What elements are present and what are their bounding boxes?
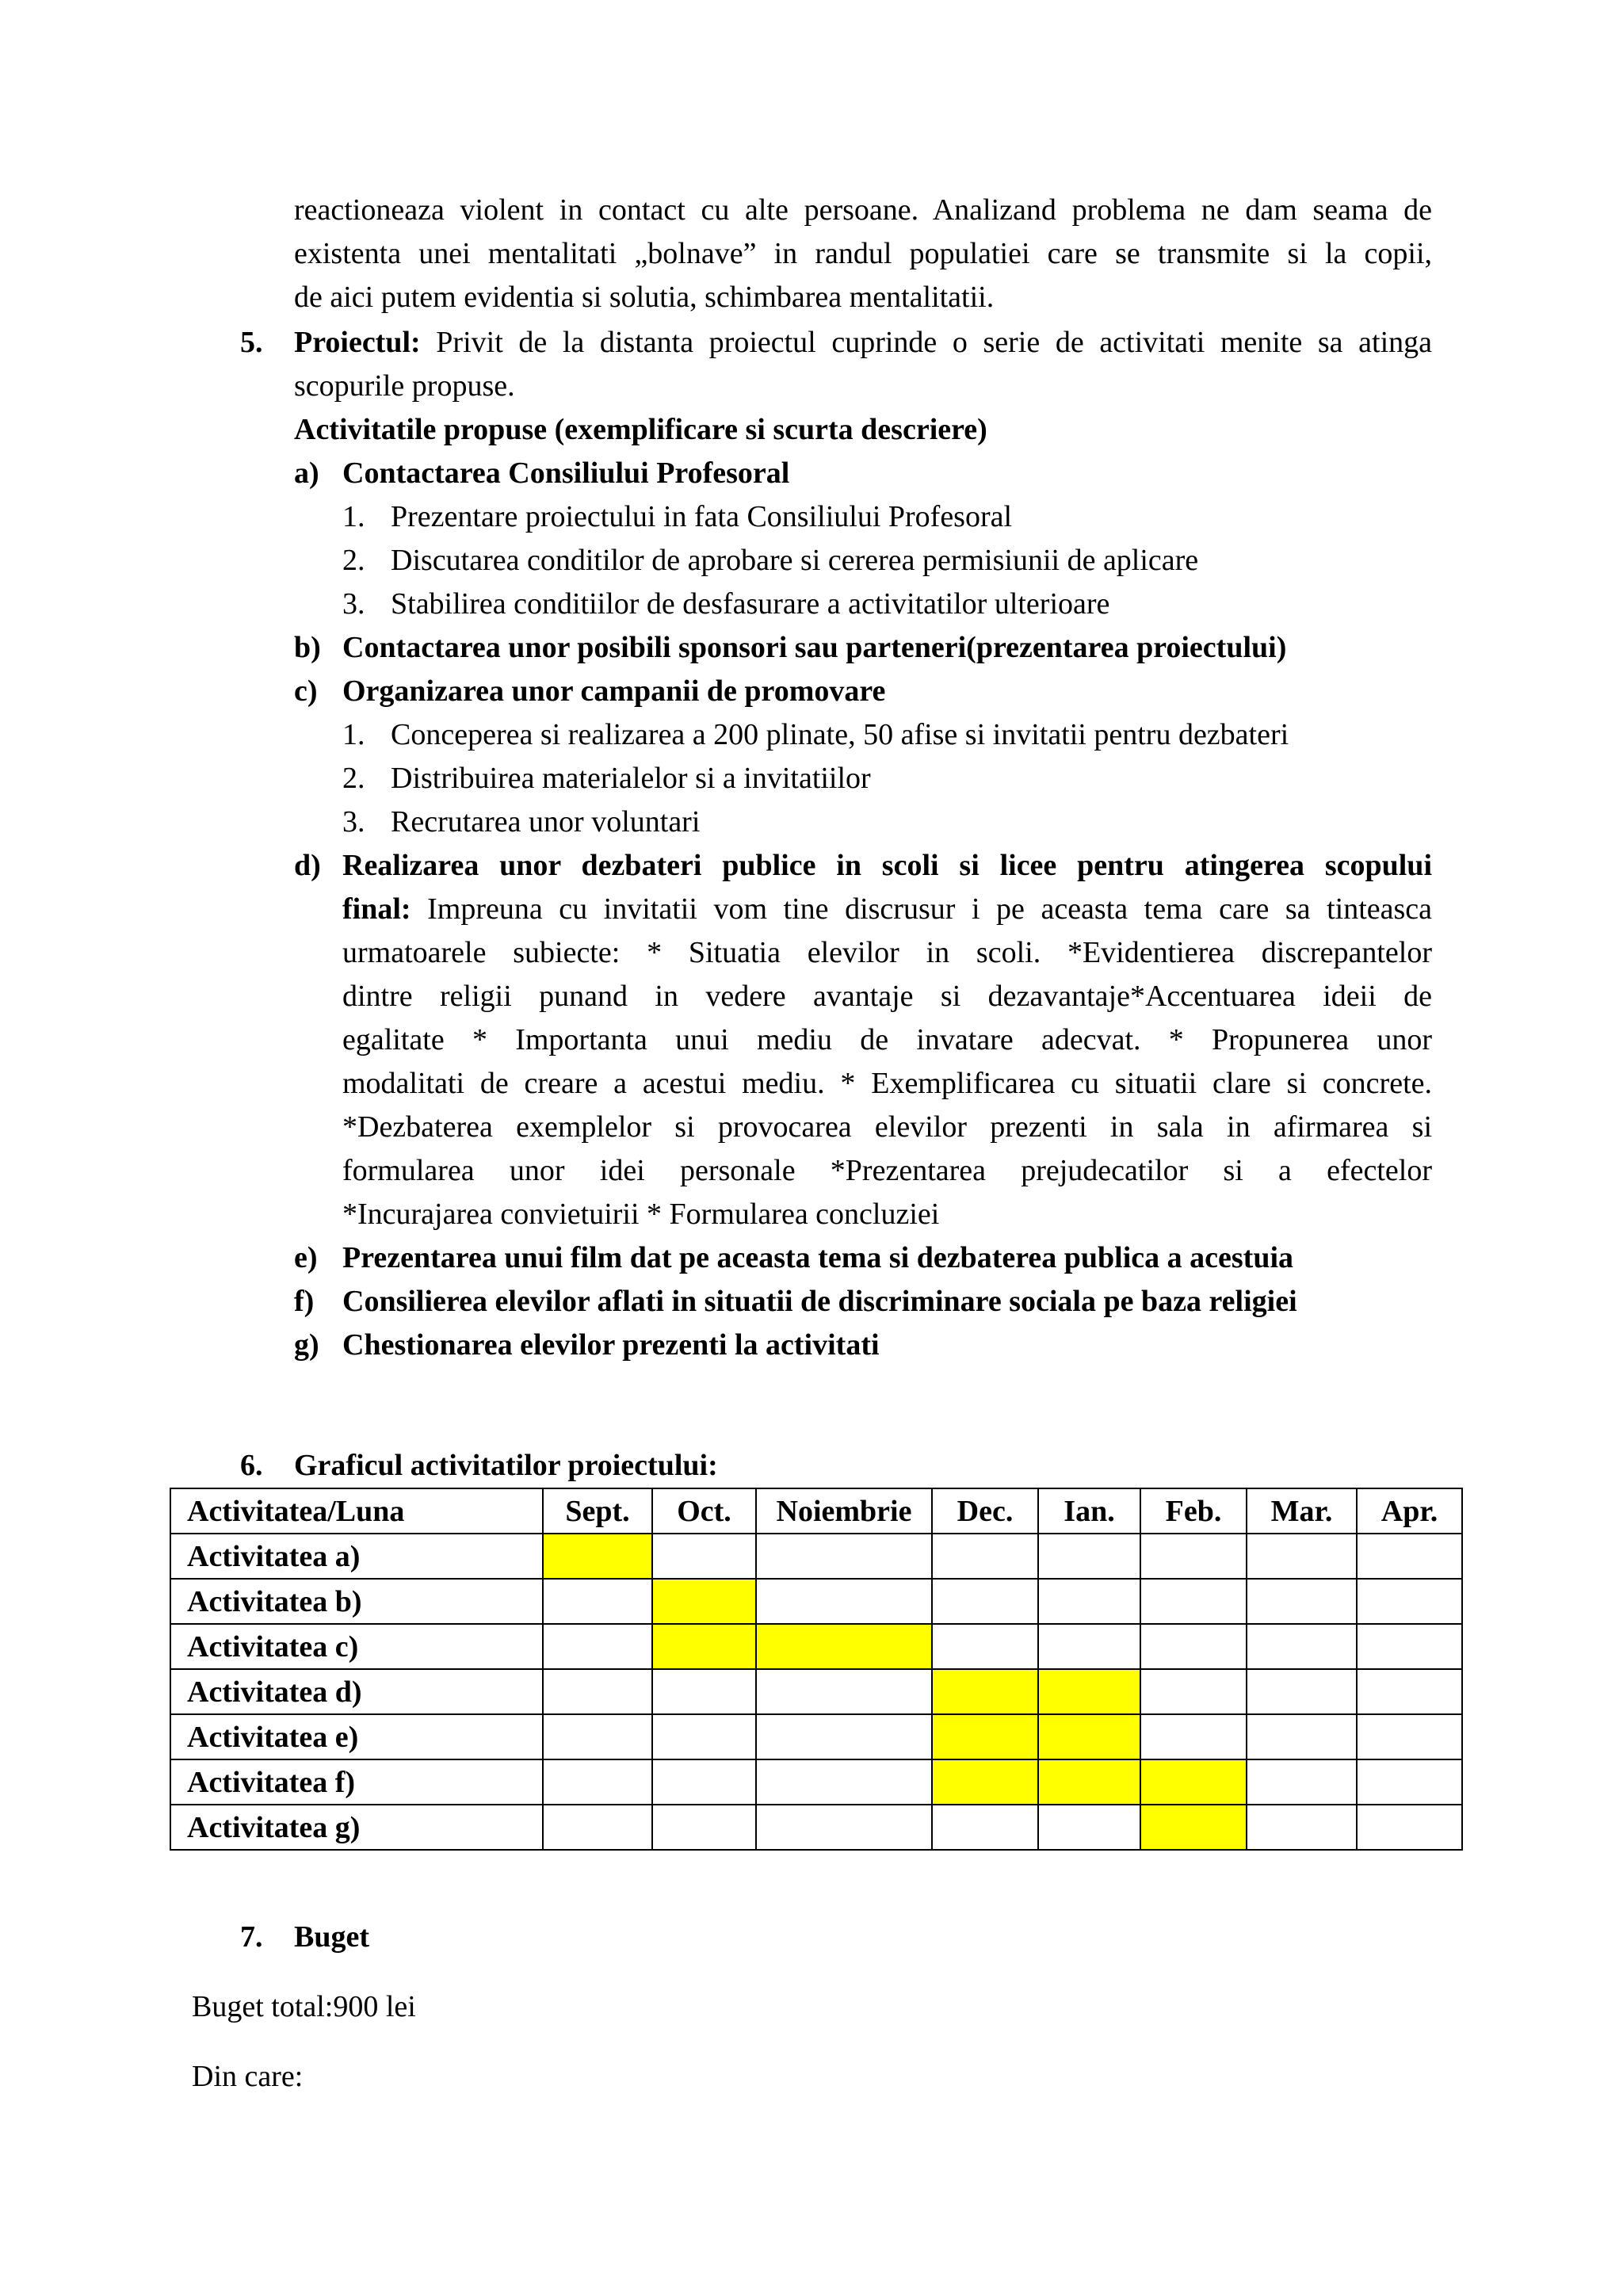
activity-f-title: Consilierea elevilor aflati in situatii de discriminare sociala pe baza religiei xyxy=(342,1285,1297,1318)
schedule-cell xyxy=(543,1624,652,1669)
schedule-cell xyxy=(932,1805,1038,1850)
schedule-cell xyxy=(1247,1805,1357,1850)
row-label: Activitatea a) xyxy=(170,1534,543,1579)
activity-a-letter: a) xyxy=(294,457,319,490)
activity-a-title: Contactarea Consiliului Profesoral xyxy=(342,457,790,490)
table-row xyxy=(170,1534,1462,1579)
intro-line-3: de aici putem evidentia si solutia, schimbarea mentalitatii. xyxy=(294,281,995,314)
schedule-cell xyxy=(652,1669,756,1714)
schedule-cell-active xyxy=(652,1579,756,1624)
schedule-cell xyxy=(1357,1534,1462,1579)
schedule-cell xyxy=(1247,1534,1357,1579)
schedule-cell xyxy=(1357,1714,1462,1759)
row-label: Activitatea g) xyxy=(170,1805,543,1850)
section5-text-line2: scopurile propuse. xyxy=(294,369,515,403)
activity-d-last-line: *Incurajarea convietuirii * Formularea concluziei xyxy=(342,1198,940,1231)
schedule-cell xyxy=(1357,1579,1462,1624)
section5-number: 5. xyxy=(240,326,263,359)
intro-line-2: existenta unei mentalitati „bolnave” in randul populatiei care se transmite si la copii, xyxy=(294,237,1432,270)
schedule-cell xyxy=(1357,1805,1462,1850)
schedule-cell xyxy=(932,1579,1038,1624)
activity-b-title: Contactarea unor posibili sponsori sau parteneri(prezentarea proiectului) xyxy=(342,631,1287,664)
section6-number: 6. xyxy=(240,1449,263,1482)
schedule-cell xyxy=(932,1534,1038,1579)
header-month: Noiembrie xyxy=(756,1488,932,1534)
activity-e-letter: e) xyxy=(294,1241,318,1274)
activity-d-line-7: *Dezbaterea exemplelor si provocarea elevilor prezenti in sala in afirmarea si xyxy=(342,1110,1432,1144)
schedule-cell-active xyxy=(652,1624,756,1669)
activity-a-item-3-number: 3. xyxy=(342,587,365,621)
activity-a-item-1-number: 1. xyxy=(342,500,365,533)
row-label: Activitatea b) xyxy=(170,1579,543,1624)
schedule-cell xyxy=(652,1759,756,1805)
schedule-cell xyxy=(1140,1714,1247,1759)
schedule-cell xyxy=(932,1624,1038,1669)
activity-c-item-2: Distribuirea materialelor si a invitatiilor xyxy=(391,762,871,795)
activity-a-item-2: Discutarea conditilor de aprobare si cererea permisiunii de aplicare xyxy=(391,544,1199,577)
schedule-cell xyxy=(1038,1534,1140,1579)
section5-text-line1: Privit de la distanta proiectul cuprinde o serie de activitati menite sa atinga xyxy=(436,326,1432,359)
activity-c-item-3: Recrutarea unor voluntari xyxy=(391,805,701,839)
schedule-cell-active xyxy=(543,1534,652,1579)
table-header-row xyxy=(170,1488,1462,1534)
schedule-cell-active xyxy=(932,1759,1038,1805)
activity-c-item-1-number: 1. xyxy=(342,718,365,751)
activity-d-title-line2: final: xyxy=(342,892,411,926)
schedule-cell xyxy=(1247,1624,1357,1669)
header-month: Mar. xyxy=(1247,1488,1357,1534)
header-month: Oct. xyxy=(652,1488,756,1534)
schedule-cell xyxy=(1140,1669,1247,1714)
schedule-cell xyxy=(756,1579,932,1624)
activity-f-letter: f) xyxy=(294,1285,315,1318)
activity-a-item-2-number: 2. xyxy=(342,544,365,577)
table-row xyxy=(170,1714,1462,1759)
schedule-cell xyxy=(543,1579,652,1624)
activity-g-letter: g) xyxy=(294,1328,319,1362)
schedule-cell xyxy=(1357,1624,1462,1669)
activity-d-title-line1: Realizarea unor dezbateri publice in scoli si licee pentru atingerea scopului xyxy=(342,849,1432,882)
schedule-cell xyxy=(756,1669,932,1714)
schedule-cell xyxy=(543,1759,652,1805)
schedule-cell xyxy=(1357,1669,1462,1714)
activity-c-title: Organizarea unor campanii de promovare xyxy=(342,674,886,708)
schedule-cell xyxy=(1140,1534,1247,1579)
header-month: Feb. xyxy=(1140,1488,1247,1534)
schedule-cell xyxy=(652,1534,756,1579)
activity-d-line-3: urmatoarele subiecte: * Situatia elevilor in scoli. *Evidentierea discrepantelor xyxy=(342,936,1432,969)
schedule-cell xyxy=(1140,1624,1247,1669)
header-month: Ian. xyxy=(1038,1488,1140,1534)
activity-c-letter: c) xyxy=(294,674,318,708)
table-row xyxy=(170,1669,1462,1714)
schedule-cell-active xyxy=(1038,1669,1140,1714)
table-row xyxy=(170,1805,1462,1850)
schedule-cell xyxy=(756,1534,932,1579)
row-label: Activitatea e) xyxy=(170,1714,543,1759)
schedule-cell-active xyxy=(1038,1714,1140,1759)
schedule-cell xyxy=(1038,1805,1140,1850)
schedule-cell xyxy=(756,1714,932,1759)
activity-d-text-line2: Impreuna cu invitatii vom tine discrusur i pe aceasta tema care sa tinteasca xyxy=(427,892,1433,926)
activity-g-title: Chestionarea elevilor prezenti la activitati xyxy=(342,1328,880,1362)
section5-subtitle: Activitatile propuse (exemplificare si scurta descriere) xyxy=(294,413,987,446)
intro-line-1: reactioneaza violent in contact cu alte persoane. Analizand problema ne dam seama de xyxy=(294,193,1432,227)
activity-d-line-4: dintre religii punand in vedere avantaje si dezavantaje*Accentuarea ideii de xyxy=(342,980,1432,1013)
table-row xyxy=(170,1579,1462,1624)
activity-c-item-3-number: 3. xyxy=(342,805,365,839)
schedule-cell xyxy=(543,1805,652,1850)
schedule-cell-active xyxy=(756,1624,932,1669)
schedule-cell-active xyxy=(1140,1805,1247,1850)
schedule-cell xyxy=(1247,1714,1357,1759)
section5-heading-line xyxy=(294,321,1432,365)
header-month: Sept. xyxy=(543,1488,652,1534)
budget-total: Buget total:900 lei xyxy=(192,1990,416,2023)
activity-a-item-1: Prezentare proiectului in fata Consiliului Profesoral xyxy=(391,500,1013,533)
schedule-cell xyxy=(652,1805,756,1850)
schedule-cell xyxy=(1357,1759,1462,1805)
schedule-cell xyxy=(1247,1579,1357,1624)
schedule-cell-active xyxy=(932,1714,1038,1759)
schedule-cell xyxy=(1247,1669,1357,1714)
activity-e-title: Prezentarea unui film dat pe aceasta tema si dezbaterea publica a acestuia xyxy=(342,1241,1294,1274)
schedule-cell xyxy=(1247,1759,1357,1805)
schedule-cell xyxy=(543,1669,652,1714)
row-label: Activitatea c) xyxy=(170,1624,543,1669)
section7-number: 7. xyxy=(240,1920,263,1954)
schedule-cell-active xyxy=(1140,1759,1247,1805)
schedule-cell xyxy=(756,1759,932,1805)
section7-title: Buget xyxy=(294,1920,369,1954)
activity-a-item-3: Stabilirea conditiilor de desfasurare a activitatilor ulterioare xyxy=(391,587,1110,621)
budget-from: Din care: xyxy=(192,2060,304,2093)
section5-title: Proiectul: xyxy=(294,326,421,359)
section6-title: Graficul activitatilor proiectului: xyxy=(294,1449,718,1482)
table-row xyxy=(170,1624,1462,1669)
schedule-cell xyxy=(1140,1579,1247,1624)
schedule-cell xyxy=(1038,1579,1140,1624)
header-month: Apr. xyxy=(1357,1488,1462,1534)
schedule-cell-active xyxy=(1038,1759,1140,1805)
table-row xyxy=(170,1759,1462,1805)
activity-c-item-1: Conceperea si realizarea a 200 plinate, 50 afise si invitatii pentru dezbateri xyxy=(391,718,1289,751)
schedule-cell xyxy=(652,1714,756,1759)
row-label: Activitatea f) xyxy=(170,1759,543,1805)
activity-c-item-2-number: 2. xyxy=(342,762,365,795)
activity-schedule-table xyxy=(170,1488,1463,1851)
row-label: Activitatea d) xyxy=(170,1669,543,1714)
activity-b-letter: b) xyxy=(294,631,321,664)
schedule-cell xyxy=(543,1714,652,1759)
activity-d-line-6: modalitati de creare a acestui mediu. * Exemplificarea cu situatii clare si concrete. xyxy=(342,1067,1432,1100)
activity-d-line-2 xyxy=(342,888,1432,931)
schedule-cell xyxy=(1038,1624,1140,1669)
header-activity-month: Activitatea/Luna xyxy=(170,1488,543,1534)
activity-d-line-5: egalitate * Importanta unui mediu de invatare adecvat. * Propunerea unor xyxy=(342,1023,1432,1056)
header-month: Dec. xyxy=(932,1488,1038,1534)
schedule-cell-active xyxy=(932,1669,1038,1714)
activity-d-line-8: formularea unor idei personale *Prezentarea prejudecatilor si a efectelor xyxy=(342,1154,1432,1187)
schedule-cell xyxy=(756,1805,932,1850)
activity-d-letter: d) xyxy=(294,849,321,882)
